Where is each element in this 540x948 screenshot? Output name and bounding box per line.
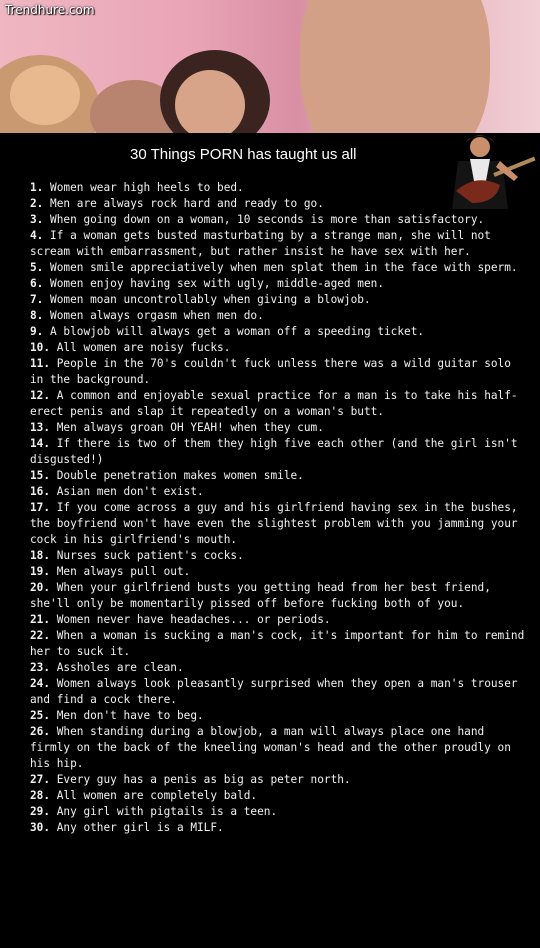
list-item-number: 2. [30, 197, 44, 210]
list-item-number: 13. [30, 421, 51, 434]
list-item-text: Assholes are clean. [56, 661, 184, 674]
list-item-number: 16. [30, 485, 51, 498]
list-item-text: If you come across a guy and his girlfriend having sex in the bushes, the boyfriend won't have even the slightest problem with you jamming your cock in his girlfriend's mouth. [30, 501, 518, 546]
list-item-text: Women always look pleasantly surprised when they open a man's trouser and find a cock there. [30, 677, 518, 706]
list-item [30, 820, 530, 836]
page-title: 30 Things PORN has taught us all [130, 146, 357, 163]
list-item [30, 804, 530, 820]
list-item-number: 5. [30, 261, 44, 274]
list-item [30, 628, 530, 660]
list-item-text: Women enjoy having sex with ugly, middle-aged men. [50, 277, 384, 290]
list-item-text: Nurses suck patient's cocks. [56, 549, 244, 562]
photo-figure-standing [300, 0, 490, 133]
list-item [30, 212, 530, 228]
list-item-number: 25. [30, 709, 51, 722]
list-item-number: 9. [30, 325, 44, 338]
list-item [30, 356, 530, 388]
list-item [30, 308, 530, 324]
list-item [30, 708, 530, 724]
list-item-text: When your girlfriend busts you getting head from her best friend, she'll only be momentarily pissed off before fucking both of you. [30, 581, 491, 610]
list-item-number: 1. [30, 181, 44, 194]
list-item-number: 28. [30, 789, 51, 802]
list-item-number: 29. [30, 805, 51, 818]
list-item-text: All women are completely bald. [56, 789, 258, 802]
photo-face-left [10, 65, 80, 125]
list-item-text: Any girl with pigtails is a teen. [56, 805, 278, 818]
list-item-text: Women always orgasm when men do. [50, 309, 264, 322]
list-item [30, 580, 530, 612]
list-item [30, 276, 530, 292]
list-item-text: When going down on a woman, 10 seconds is more than satisfactory. [50, 213, 485, 226]
list-item-number: 15. [30, 469, 51, 482]
list-item [30, 292, 530, 308]
list-item [30, 676, 530, 708]
list-item [30, 548, 530, 564]
list-item-number: 11. [30, 357, 51, 370]
list-item-number: 10. [30, 341, 51, 354]
list-item-number: 3. [30, 213, 44, 226]
list-item-text: When a woman is sucking a man's cock, it's important for him to remind her to suck it. [30, 629, 525, 658]
list-item-number: 6. [30, 277, 44, 290]
list-item [30, 724, 530, 772]
list-item [30, 196, 530, 212]
list-item [30, 340, 530, 356]
list-item [30, 260, 530, 276]
list-item-text: Double penetration makes women smile. [56, 469, 304, 482]
list-item-number: 14. [30, 437, 51, 450]
list-item-number: 23. [30, 661, 51, 674]
list-item-text: Men always pull out. [56, 565, 191, 578]
list-item-text: A blowjob will always get a woman off a speeding ticket. [50, 325, 425, 338]
list-item-text: Men don't have to beg. [56, 709, 204, 722]
list-item-number: 20. [30, 581, 51, 594]
list-item-text: Every guy has a penis as big as peter north. [56, 773, 351, 786]
list-item-text: Women never have headaches... or periods. [56, 613, 331, 626]
list-item-number: 18. [30, 549, 51, 562]
list-item-number: 17. [30, 501, 51, 514]
list-item-text: People in the 70's couldn't fuck unless there was a wild guitar solo in the background. [30, 357, 511, 386]
list-item [30, 468, 530, 484]
list-item-text: All women are noisy fucks. [56, 341, 231, 354]
watermark: Trendhure.com [5, 3, 95, 17]
list-item-number: 4. [30, 229, 44, 242]
list-item-text: Any other girl is a MILF. [56, 821, 224, 834]
list-item [30, 180, 530, 196]
list-item-number: 26. [30, 725, 51, 738]
list-item [30, 612, 530, 628]
list-item-text: Women smile appreciatively when men splat them in the face with sperm. [50, 261, 518, 274]
list-item [30, 772, 530, 788]
list-item [30, 660, 530, 676]
list-item-text: Women moan uncontrollably when giving a blowjob. [50, 293, 371, 306]
photo-face-right [175, 70, 245, 133]
list-item [30, 228, 530, 260]
list-item-number: 21. [30, 613, 51, 626]
list-item [30, 500, 530, 548]
list-item [30, 484, 530, 500]
list-item-text: Men are always rock hard and ready to go. [50, 197, 324, 210]
list-item-text: Women wear high heels to bed. [50, 181, 244, 194]
list-item-number: 7. [30, 293, 44, 306]
list-item [30, 388, 530, 420]
list-item-number: 19. [30, 565, 51, 578]
list-item-text: A common and enjoyable sexual practice for a man is to take his half-erect penis and slap it repeatedly on a woman's butt. [30, 389, 518, 418]
list-item-number: 30. [30, 821, 51, 834]
header-photo [0, 0, 540, 133]
list-item [30, 436, 530, 468]
list-item [30, 420, 530, 436]
list-item-text: When standing during a blowjob, a man will always place one hand firmly on the back of the kneeling woman's head and the other proudly on his hip. [30, 725, 511, 770]
list-item-text: If a woman gets busted masturbating by a strange man, she will not scream with embarrassment, but rather insist he have sex with her. [30, 229, 491, 258]
list-item-number: 8. [30, 309, 44, 322]
list-item [30, 788, 530, 804]
list-item-text: Asian men don't exist. [56, 485, 204, 498]
list-item [30, 564, 530, 580]
list-item [30, 324, 530, 340]
list-item-text: Men always groan OH YEAH! when they cum. [56, 421, 324, 434]
list-item-number: 24. [30, 677, 51, 690]
list-item-number: 22. [30, 629, 51, 642]
list-item-text: If there is two of them they high five each other (and the girl isn't disgusted!) [30, 437, 518, 466]
list-item-number: 12. [30, 389, 51, 402]
list-item-number: 27. [30, 773, 51, 786]
things-list [30, 180, 530, 836]
